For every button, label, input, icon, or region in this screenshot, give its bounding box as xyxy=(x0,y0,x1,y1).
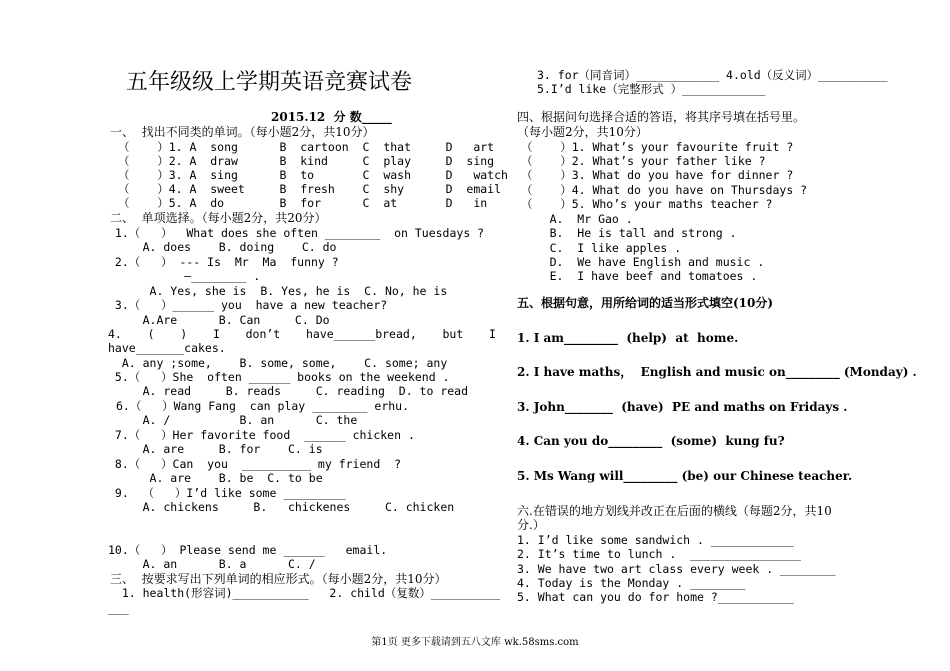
question-4-options: A. any ;some, B. some, some, C. some; any xyxy=(108,356,448,370)
question-2: 2.（ ） --- Is Mr Ma funny ? xyxy=(108,255,339,269)
q4-word: I xyxy=(212,327,220,341)
question-6: 6.（ ）Wang Fang can play ________ erhu. xyxy=(116,399,410,413)
q4-word: but xyxy=(442,327,464,341)
s4-option: D. We have English and music . xyxy=(515,255,765,269)
s4-option: B. He is tall and strong . xyxy=(515,226,737,240)
question-10-options: A. an B. a C. / xyxy=(108,557,316,571)
section-3-heading: 三、 按要求写出下列单词的相应形式。（每小题2分，共10分） xyxy=(110,572,447,586)
question-8-options: A. are B. be C. to be xyxy=(108,471,323,485)
question-1: 1.（ ） What does she often ________ on Tuesdays ? xyxy=(108,226,485,240)
s4-question: （ ）1. What’s your favourite fruit ? xyxy=(521,140,794,154)
exam-title: 五年级级上学期英语竞赛试卷 xyxy=(126,70,413,95)
q4-word: ( xyxy=(147,327,155,341)
section-5-heading: 五、根据句意，用所给词的适当形式填空(10分) xyxy=(517,296,774,310)
section-3-line-2: ___ xyxy=(108,601,129,615)
s4-question: （ ）4. What do you have on Thursdays ? xyxy=(521,183,808,197)
s4-option: A. Mr Gao . xyxy=(515,212,633,226)
s6-item: 3. We have two art class every week . ________ xyxy=(517,562,836,576)
question-2-options: A. Yes, she is B. Yes, he is C. No, he is xyxy=(108,284,448,298)
s4-question: （ ）5. Who’s your maths teacher ? xyxy=(521,197,773,211)
s1-item: （ ）5. A do B for C at D in xyxy=(118,196,488,210)
s5-item: 5. Ms Wang will_________ (be) our Chinese teacher. xyxy=(517,469,853,483)
s4-question: （ ）3. What do you have for dinner ? xyxy=(521,168,794,182)
question-3: 3.（ ）______ you have a new teacher? xyxy=(108,298,388,312)
question-10: 10.（ ） Please send me ______ email. xyxy=(108,543,388,557)
question-3-options: A.Are B. Can C. Do xyxy=(108,313,330,327)
question-4-continued: have_______cakes. xyxy=(108,341,226,355)
question-5: 5.（ ）She often ______ books on the weekend . xyxy=(108,370,450,384)
s6-item: 2. It’s time to lunch . ________________ xyxy=(517,547,801,561)
s1-item: （ ）3. A sing B to C wash D watch xyxy=(118,168,508,182)
section-3-line-1: 1. health(形容词)___________ 2. child（复数）__________ xyxy=(108,586,501,600)
s5-item: 3. John________ (have) PE and maths on Fridays . xyxy=(517,400,848,414)
s6-item: 1. I’d like some sandwich . ____________ xyxy=(517,533,794,547)
section-6-heading-cont: 分.） xyxy=(517,518,545,532)
section-4-subheading: （每小题2分，共10分） xyxy=(517,125,648,139)
s1-item: （ ）4. A sweet B fresh C shy D email xyxy=(118,182,502,196)
section-6-heading: 六.在错误的地方划线并改正在后面的横线（每题2分，共10 xyxy=(517,504,832,518)
section-4-heading: 四、根据问句选择合适的答语，将其序号填在括号里。 xyxy=(517,110,806,124)
question-1-options: A. does B. doing C. do xyxy=(108,240,337,254)
question-8: 8.（ ）Can you __________ my friend ? xyxy=(108,457,402,471)
question-9: 9. （ ）I’d like some _________ xyxy=(108,486,346,500)
section-3-line-3: 3. for（同音词）____________ 4.old（反义词）__________ xyxy=(537,68,888,82)
s1-item: （ ）1. A song B cartoon C that D art xyxy=(118,140,495,154)
s6-item: 5. What can you do for home ?___________ xyxy=(517,590,794,604)
s1-item: （ ）2. A draw B kind C play D sing xyxy=(118,154,495,168)
page-footer: 第1页 更多下载请到五八文库 wk.58sms.com xyxy=(371,637,579,648)
question-7: 7.（ ）Her favorite food ______ chicken . xyxy=(108,428,415,442)
question-6-options: A. / B. an C. the xyxy=(108,413,358,427)
s4-option: C. I like apples . xyxy=(515,241,682,255)
s4-option: E. I have beef and tomatoes . xyxy=(515,269,758,283)
s5-item: 1. I am_________ (help) at home. xyxy=(517,331,739,345)
q4-word: I xyxy=(489,327,496,341)
q4-word: 4. xyxy=(108,327,122,341)
question-2-answer-line: —________ . xyxy=(108,269,261,283)
q4-word: ) xyxy=(180,327,188,341)
question-9-options: A. chickens B. chickenes C. chicken xyxy=(108,500,455,514)
section-3-line-4: 5.I’d like（完整形式 ）____________ xyxy=(537,82,766,96)
date-score: 2015.12 分 数_____ xyxy=(271,110,392,124)
s5-item: 4. Can you do_________ (some) kung fu? xyxy=(517,434,785,448)
question-5-options: A. read B. reads C. reading D. to read xyxy=(108,384,469,398)
q4-word: have______bread, xyxy=(305,327,417,341)
question-4 xyxy=(108,327,496,341)
section-2-heading: 二、 单项选择。（每小题2分，共20分） xyxy=(110,211,327,225)
s6-item: 4. Today is the Monday . ________ xyxy=(517,576,746,590)
section-1-heading: 一、 找出不同类的单词。（每小题2分，共10分） xyxy=(110,125,375,139)
s5-item: 2. I have maths， English and music on_________ (Monday) . xyxy=(517,365,917,379)
question-7-options: A. are B. for C. is xyxy=(108,442,323,456)
q4-word: don’t xyxy=(245,327,281,341)
s4-question: （ ）2. What’s your father like ? xyxy=(521,154,766,168)
